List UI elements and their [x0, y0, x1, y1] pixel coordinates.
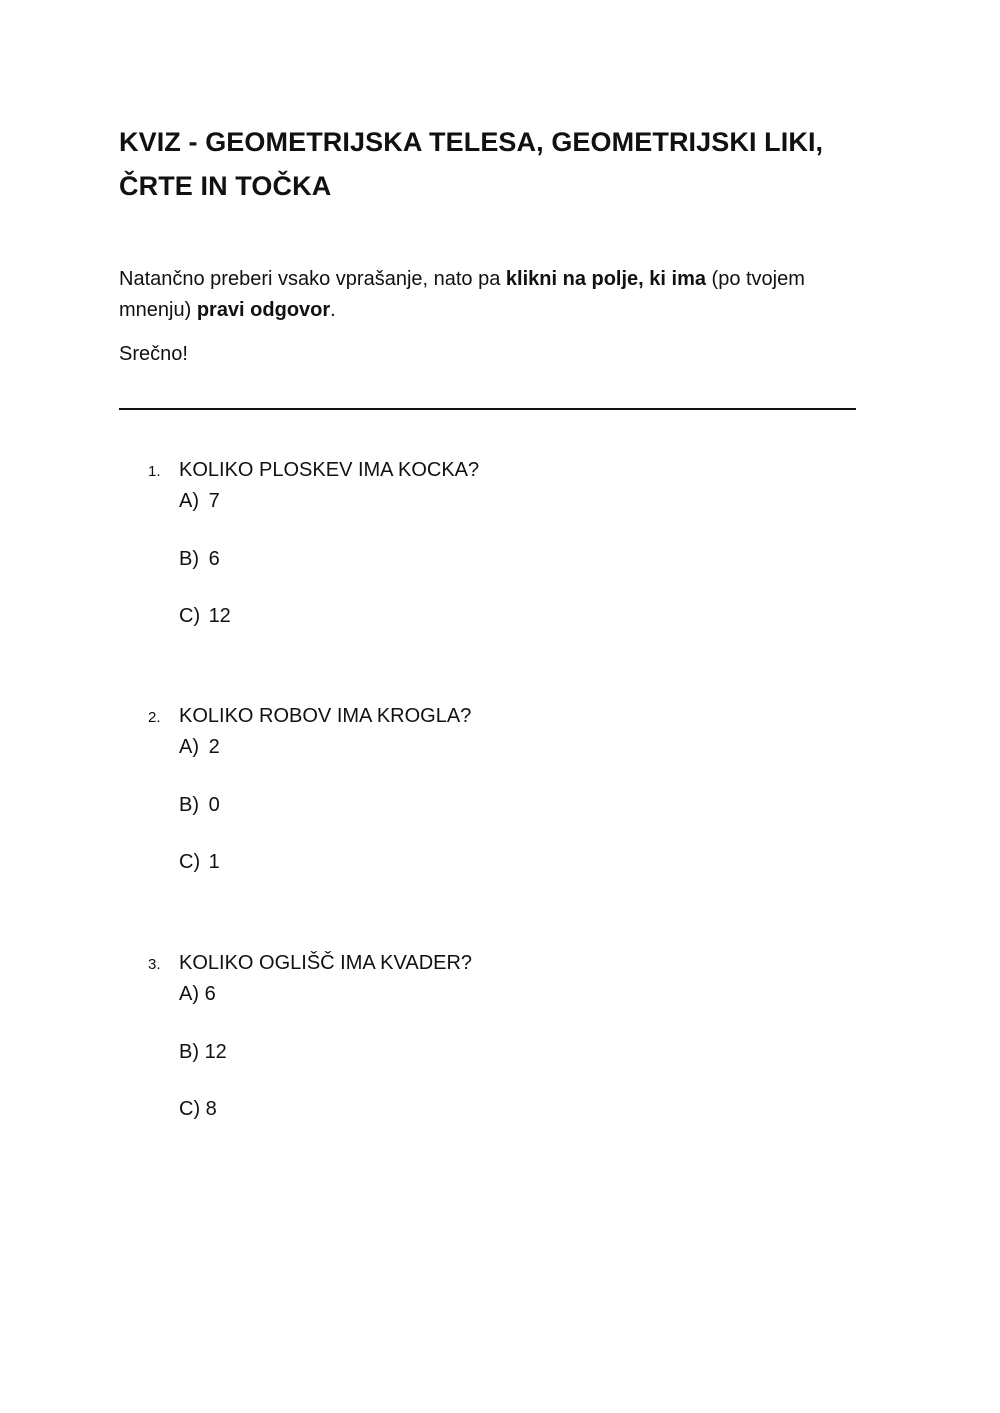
- title-line-1: KVIZ - GEOMETRIJSKA TELESA, GEOMETRIJSKI LIKI,: [119, 127, 824, 157]
- question-3: [148, 948, 848, 1152]
- question-text: KOLIKO ROBOV IMA KROGLA?: [179, 705, 472, 727]
- question-header: [148, 948, 848, 979]
- option-letter: A): [179, 983, 199, 1005]
- answer-option-1a[interactable]: [179, 486, 479, 517]
- answer-option-3a[interactable]: [179, 979, 479, 1010]
- option-letter: C): [179, 605, 201, 627]
- question-number: 1.: [148, 463, 161, 480]
- good-luck-text: Srečno!: [119, 343, 188, 365]
- question-number: 3.: [148, 956, 161, 973]
- instructions-text-2: (po tvojem mnenju): [119, 268, 805, 321]
- option-value: 7: [208, 490, 220, 512]
- option-value: 8: [205, 1098, 217, 1120]
- option-letter: C): [179, 851, 201, 873]
- option-letter: B): [179, 1040, 199, 1063]
- option-letter: A): [179, 736, 199, 758]
- answer-option-3b[interactable]: [179, 1037, 479, 1068]
- question-text: KOLIKO OGLIŠČ IMA KVADER?: [179, 952, 473, 974]
- instructions-text-3: .: [330, 299, 336, 321]
- option-value: 12: [208, 605, 231, 627]
- option-value: 12: [204, 1040, 227, 1063]
- page-title: [119, 120, 879, 208]
- question-2: [148, 701, 848, 905]
- answer-option-1b[interactable]: [179, 544, 479, 575]
- instructions-bold-2: pravi odgovor: [196, 299, 331, 321]
- question-header: [148, 455, 848, 486]
- answer-option-1c[interactable]: [179, 601, 479, 632]
- instructions-bold-1: klikni na polje, ki ima: [505, 268, 706, 290]
- question-header: [148, 701, 848, 732]
- instructions-text-1: Natančno preberi vsako vprašanje, nato pa: [119, 268, 506, 290]
- divider-line: [119, 408, 856, 410]
- title-line-2: ČRTE IN TOČKA: [119, 171, 332, 201]
- option-letter: C): [179, 1098, 201, 1120]
- option-value: 0: [208, 793, 220, 816]
- option-value: 6: [204, 983, 216, 1005]
- option-letter: A): [179, 490, 199, 512]
- question-text: KOLIKO PLOSKEV IMA KOCKA?: [179, 459, 480, 481]
- option-letter: B): [179, 793, 199, 816]
- answer-option-2b[interactable]: [179, 790, 479, 821]
- option-value: 1: [208, 851, 220, 873]
- question-number: 2.: [148, 709, 161, 726]
- answer-option-2c[interactable]: [179, 847, 479, 878]
- question-1: [148, 455, 848, 659]
- option-letter: B): [179, 547, 199, 570]
- option-value: 6: [208, 547, 220, 570]
- instructions: [119, 264, 879, 326]
- option-value: 2: [208, 736, 220, 758]
- answer-option-3c[interactable]: [179, 1094, 479, 1125]
- answer-option-2a[interactable]: [179, 732, 479, 763]
